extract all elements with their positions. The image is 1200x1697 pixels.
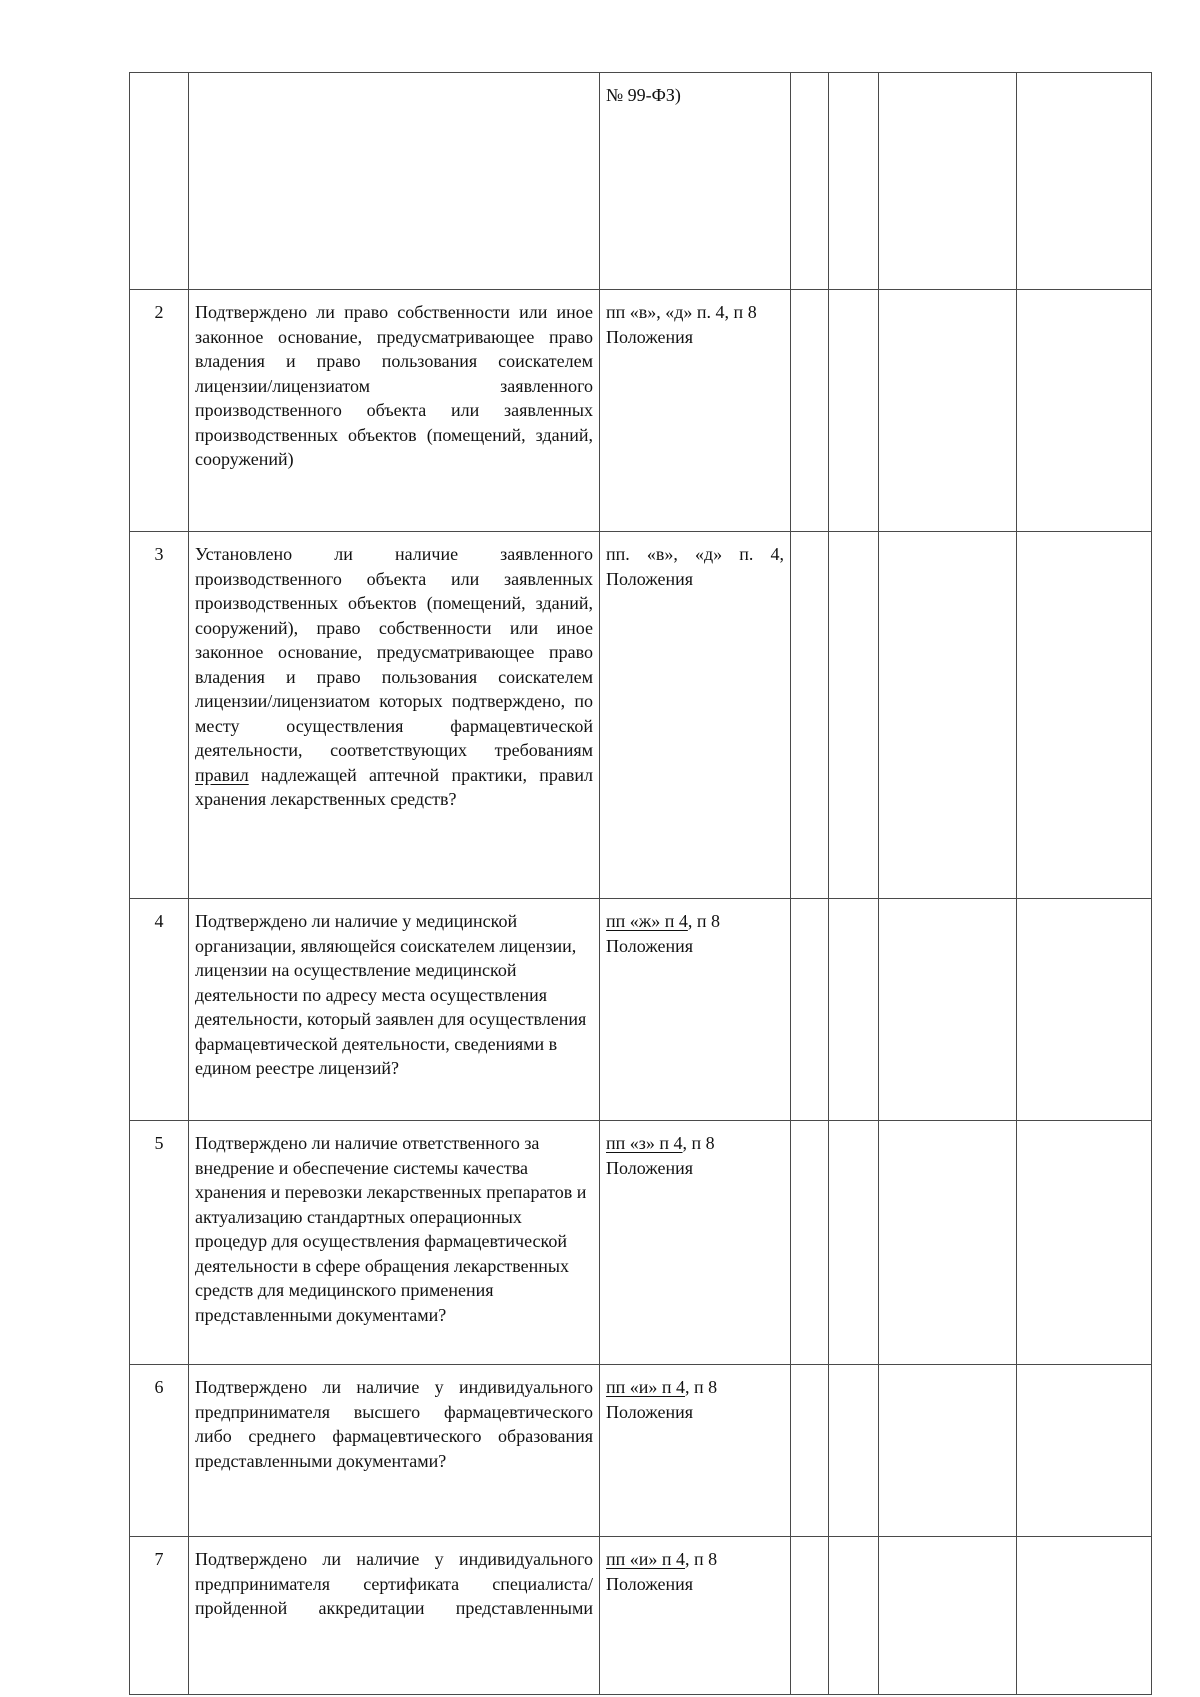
empty-cell xyxy=(791,1365,829,1537)
reference-link[interactable]: пп «и» п 4 xyxy=(606,1377,686,1397)
question-text: Установлено ли наличие заявленного производственного объекта или заявленных производственных объектов (помещений, зданий, сооружений), право собственности или иное законное основание, предусматривающее право владения и право пользования соискателем лицензии/лицензиатом которых подтверждено, по месту осуществления фармацевтической деятельности, соответствующих требованиям xyxy=(195,544,593,760)
empty-cell xyxy=(879,1121,1017,1365)
empty-cell xyxy=(879,73,1017,290)
empty-cell xyxy=(829,290,879,532)
rules-link[interactable]: правил xyxy=(195,764,249,785)
reference-text: , п 8 Положения xyxy=(606,1549,718,1594)
empty-cell xyxy=(791,899,829,1121)
row-number-cell: 5 xyxy=(130,1121,189,1365)
empty-cell xyxy=(879,532,1017,899)
empty-cell xyxy=(1017,1365,1152,1537)
reference-cell xyxy=(600,899,791,1121)
reference-link[interactable]: пп «ж» п 4 xyxy=(606,911,688,931)
row-number-cell: 6 xyxy=(130,1365,189,1537)
reference-cell xyxy=(600,1121,791,1365)
table-row xyxy=(130,1121,1152,1365)
reference-cell xyxy=(600,1537,791,1695)
table-row xyxy=(130,1537,1152,1695)
question-cell: Подтверждено ли наличие у индивидуального предпринимателя сертификата специалиста/ пройденной аккредитации представленными xyxy=(189,1537,600,1695)
empty-cell xyxy=(879,290,1017,532)
empty-cell xyxy=(879,1365,1017,1537)
table-row xyxy=(130,73,1152,290)
empty-cell xyxy=(791,73,829,290)
empty-cell xyxy=(1017,899,1152,1121)
row-number-cell: 2 xyxy=(130,290,189,532)
checklist-table xyxy=(129,72,1152,1695)
empty-cell xyxy=(791,532,829,899)
reference-text: пп «в», «д» п. 4, п 8 Положения xyxy=(606,302,757,347)
empty-cell xyxy=(791,1537,829,1695)
empty-cell xyxy=(1017,1121,1152,1365)
empty-cell xyxy=(829,1537,879,1695)
empty-cell xyxy=(1017,532,1152,899)
reference-cell xyxy=(600,290,791,532)
table-row xyxy=(130,1365,1152,1537)
reference-text: пп. «в», «д» п. 4, Положения xyxy=(606,544,784,589)
reference-link[interactable]: пп «и» п 4 xyxy=(606,1549,686,1569)
reference-cell xyxy=(600,73,791,290)
empty-cell xyxy=(1017,1537,1152,1695)
question-text: надлежащей аптечной практики, правил хранения лекарственных средств? xyxy=(195,764,593,809)
empty-cell xyxy=(1017,290,1152,532)
empty-cell xyxy=(791,290,829,532)
question-cell: Подтверждено ли наличие у медицинской организации, являющейся соискателем лицензии, лицензии на осуществление медицинской деятельности по адресу места осуществления деятельности, который заявлен для осуществления фармацевтической деятельности, сведениями в едином реестре лицензий? xyxy=(189,899,600,1121)
table-row xyxy=(130,532,1152,899)
empty-cell xyxy=(829,899,879,1121)
question-cell: Подтверждено ли право собственности или иное законное основание, предусматривающее право владения и право пользования соискателем лицензии/лицензиатом заявленного производственного объекта или заявленных производственных объектов (помещений, зданий, сооружений) xyxy=(189,290,600,532)
table-row xyxy=(130,290,1152,532)
empty-cell xyxy=(829,1121,879,1365)
empty-cell xyxy=(1017,73,1152,290)
empty-cell xyxy=(829,532,879,899)
question-cell: Подтверждено ли наличие у индивидуального предпринимателя высшего фармацевтического либо среднего фармацевтического образования представленными документами? xyxy=(189,1365,600,1537)
question-cell: Подтверждено ли наличие ответственного за внедрение и обеспечение системы качества хранения и перевозки лекарственных препаратов и актуализацию стандартных операционных процедур для осуществления фармацевтической деятельности в сфере обращения лекарственных средств для медицинского применения представленными документами? xyxy=(189,1121,600,1365)
empty-cell xyxy=(791,1121,829,1365)
table-row xyxy=(130,899,1152,1121)
reference-cell xyxy=(600,532,791,899)
reference-text: № 99-ФЗ) xyxy=(606,85,681,105)
reference-link[interactable]: пп «з» п 4 xyxy=(606,1133,683,1153)
empty-cell xyxy=(829,1365,879,1537)
row-number-cell: 3 xyxy=(130,532,189,899)
row-number-cell xyxy=(130,73,189,290)
reference-text: , п 8 Положения xyxy=(606,1377,718,1422)
reference-text: , п 8 Положения xyxy=(606,911,720,956)
question-cell xyxy=(189,73,600,290)
empty-cell xyxy=(879,899,1017,1121)
empty-cell xyxy=(879,1537,1017,1695)
row-number-cell: 7 xyxy=(130,1537,189,1695)
empty-cell xyxy=(829,73,879,290)
question-cell xyxy=(189,532,600,899)
row-number-cell: 4 xyxy=(130,899,189,1121)
reference-cell xyxy=(600,1365,791,1537)
reference-text: , п 8 Положения xyxy=(606,1133,715,1178)
